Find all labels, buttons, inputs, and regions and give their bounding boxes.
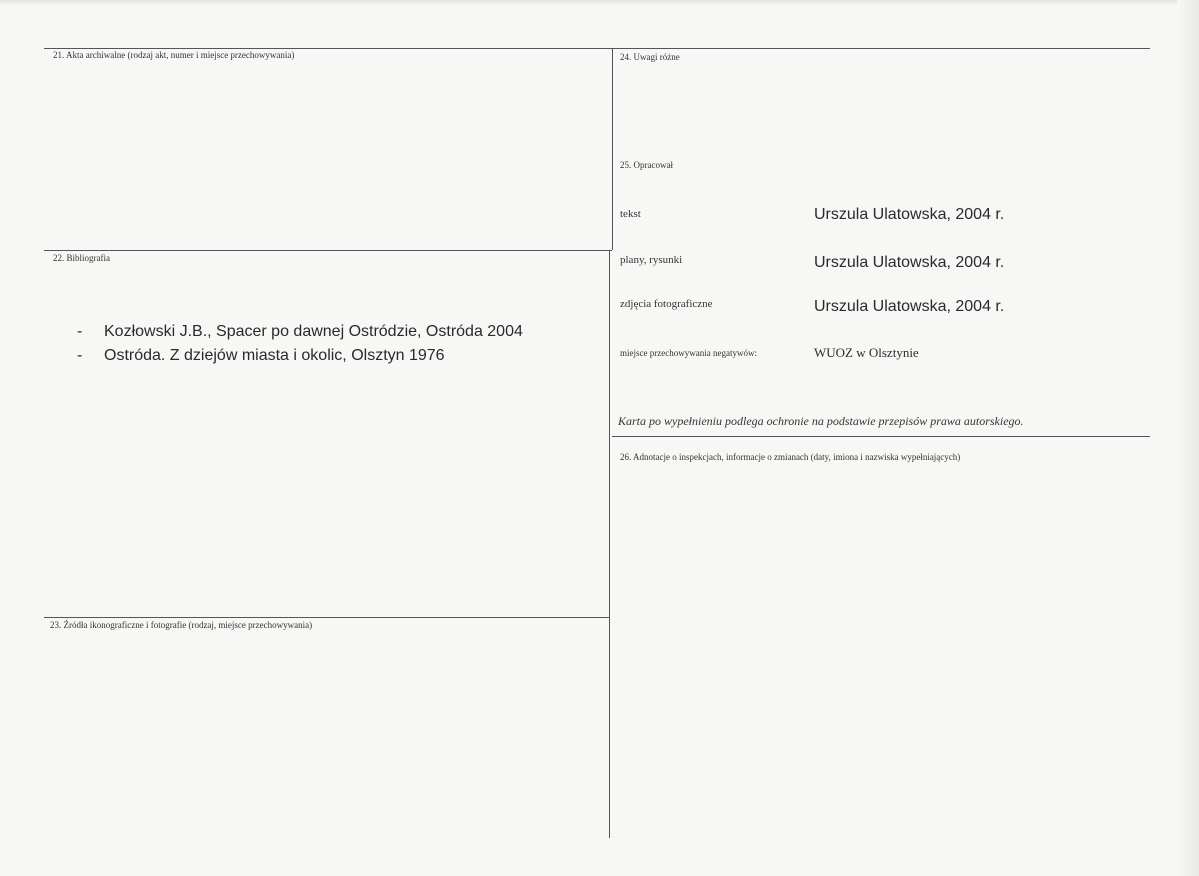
bibliography-item [77,320,523,344]
prepared-row-label: plany, rysunki [620,254,683,266]
bibliography-entry: Ostróda. Z dziejów miasta i okolic, Olsztyn 1976 [104,347,445,364]
prepared-row-value: Urszula Ulatowska, 2004 r. [814,206,1005,223]
rule-section-23 [44,617,610,618]
section-25-label: 25. Opracował [620,160,673,170]
section-21-label: 21. Akta archiwalne (rodzaj akt, numer i miejsce przechowywania) [53,50,295,60]
column-divider-lower [609,250,610,838]
scan-edge-right [1177,0,1199,876]
prepared-row-label: zdjęcia fotograficzne [620,298,713,310]
prepared-row-label: tekst [620,208,641,220]
bibliography-entry: Kozłowski J.B., Spacer po dawnej Ostródzie, Ostróda 2004 [104,323,523,340]
section-22-label: 22. Bibliografia [53,253,110,263]
rule-section-26 [612,436,1150,437]
bibliography-list [77,320,523,368]
section-26-label: 26. Adnotacje o inspekcjach, informacje o zmianach (daty, imiona i nazwiska wypełniających) [620,452,961,462]
copyright-notice: Karta po wypełnieniu podlega ochronie na podstawie przepisów prawa autorskiego. [618,414,1024,428]
list-dash: - [77,323,83,340]
rule-section-22 [44,250,612,251]
section-24-label: 24. Uwagi różne [620,52,680,62]
column-divider-upper [612,48,613,250]
list-dash: - [77,347,83,364]
scan-edge-top [0,0,1199,6]
section-23-label: 23. Źródła ikonograficzne i fotografie (rodzaj, miejsce przechowywania) [50,620,313,630]
prepared-row-value: Urszula Ulatowska, 2004 r. [814,298,1005,315]
prepared-row-value: Urszula Ulatowska, 2004 r. [814,254,1005,271]
negatives-location-value: WUOZ w Olsztynie [814,345,919,360]
bibliography-item [77,344,523,368]
top-rule [44,48,1150,49]
negatives-location-label: miejsce przechowywania negatywów: [620,348,757,358]
